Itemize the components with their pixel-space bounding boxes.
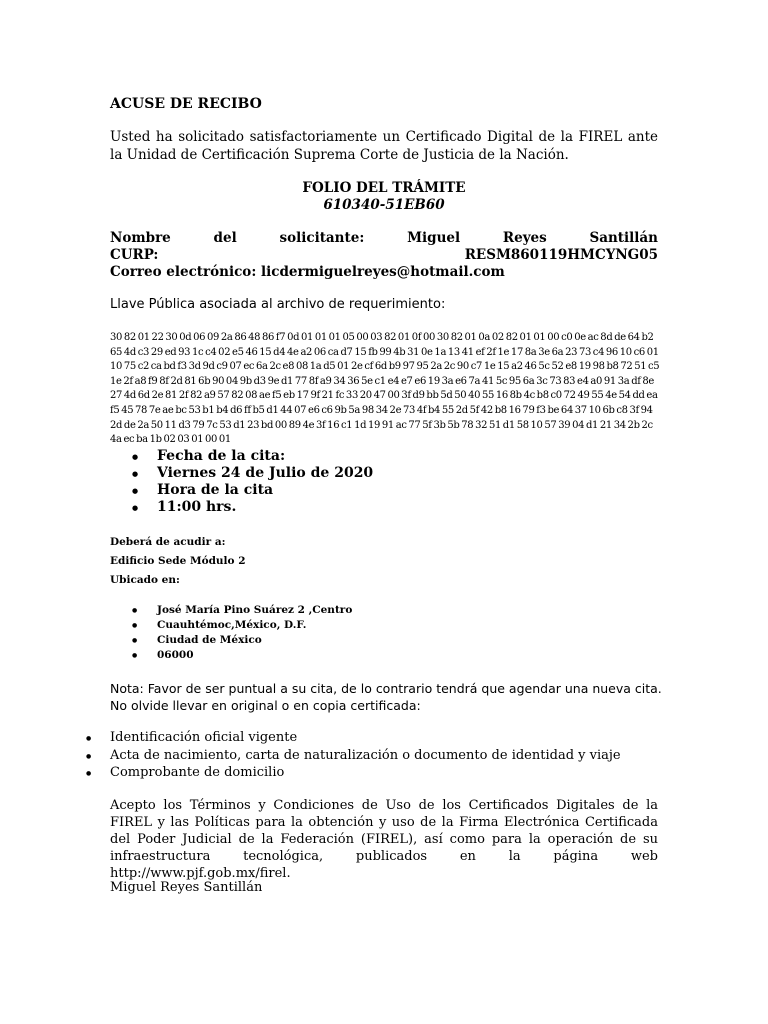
note-line: Nota: Favor de ser puntual a su cita, de lo contrario tendrá que agendar una nueva cita. [110,681,662,696]
curp-row [110,247,658,264]
terms-paragraph: Acepto los Términos y Condiciones de Uso de los Certificados Digitales de la FIREL y las Políticas para la obtención y uso de la Firma Electrónica Certificada del Poder Judicial de la Federación (FIREL), así como para la operación de su infraestructura tecnológica, publicados en la página web http://www.pjf.gob.mx/firel. [110,798,658,881]
list-item: ● Comprobante de domicilio [86,764,621,782]
email-label: Correo electrónico: [110,264,257,280]
list-item: ● Acta de nacimiento, carta de naturalización o documento de identidad y viaje [86,747,621,765]
list-item: ● Ciudad de México [132,633,352,648]
applicant-name-row [110,230,658,247]
acudir-label: Deberá de acudir a: [110,536,226,548]
name-word: Santillán [589,230,658,246]
appointment-list [132,448,373,516]
folio-block [110,180,658,214]
intro-paragraph: Usted ha solicitado satisfactoriamente un Certificado Digital de la FIREL ante la Unidad de Certificación Suprema Corte de Justicia de la Nación. [110,129,658,163]
name-word: Miguel [407,230,461,246]
list-item: ● 11:00 hrs. [132,499,373,516]
folio-number: 610340-51EB60 [323,197,445,213]
list-item: ● Hora de la cita [132,482,373,499]
public-key-hex: 30 82 01 22 30 0d 06 09 2a 86 48 86 f7 0d 01 01 01 05 00 03 82 01 0f 00 30 82 01 0a 02 82 01 01 00 c0 0e ac 8d de 64 b2 65 4d c3 29 ed 93 1c c4 02 e5 46 15 d4 4e a2 06 ca d7 15 fb 99 4b 31 0e 1a 13 41 ef 2f 1e 17 8a 3e 6a 23 73 c4 96 10 c6 01 10 75 c2 ca bd f3 3d 9d c9 07 ec 6a 2c e8 08 1a d5 01 2e cf 6d b9 97 95 2a 2c 90 c7 1e 15 a2 46 5c 52 e8 19 98 b8 72 51 c5 1e 2f a8 f9 8f 2d 81 6b 90 04 9b d3 9e d1 77 8f a9 34 36 5e c1 e4 e7 e6 19 3a e6 7a 41 5c 95 6a 3c 73 83 e4 a0 91 3a df 8e 27 4d 6d 2e 81 2f 82 a9 57 82 08 ae f5 eb 17 9f 21 fc 33 20 47 00 3f d9 bb 5d 50 40 55 16 8b 4c b8 c0 72 49 55 4e 54 dd ea f5 45 78 7e ae bc 53 b1 b4 d6 ff b5 d1 44 07 e6 c6 9b 5a 98 34 2e 73 4f b4 55 2d 5f 42 b8 16 79 f3 be 64 37 10 6b c8 3f 94 2d de 2a 50 11 d3 79 7c 53 d1 23 bd 00 89 4e 3f 16 c1 1d 19 91 ac 77 5f 3b 5b 78 32 51 d1 58 10 57 39 04 d1 21 34 2b 2c 4a ec ba 1b 02 03 01 00 01 [110,332,660,446]
public-key-label: Llave Pública asociada al archivo de requerimiento: [110,297,446,312]
ubicado-label: Ubicado en: [110,574,180,586]
document-title: ACUSE DE RECIBO [110,96,262,112]
list-item: ● Viernes 24 de Julio de 2020 [132,465,373,482]
list-item: ● José María Pino Suárez 2 ,Centro [132,603,352,618]
curp-value: RESM860119HMCYNG05 [464,247,658,263]
required-documents-list [86,729,621,782]
list-item: ● Identificación oficial vigente [86,729,621,747]
name-word: del [213,230,237,246]
note-block [110,680,662,714]
list-item: ● 06000 [132,648,352,663]
folio-label: FOLIO DEL TRÁMITE [302,180,466,196]
list-item: ● Cuauhtémoc,México, D.F. [132,618,352,633]
building-name: Edificio Sede Módulo 2 [110,555,246,567]
name-word: Reyes [502,230,547,246]
location-block [110,533,246,590]
address-list [132,603,352,663]
email-row [110,264,658,281]
note-line: No olvide llevar en original o en copia certificada: [110,698,421,713]
signature-name: Miguel Reyes Santillán [110,880,263,895]
email-value: licdermiguelreyes@hotmail.com [261,264,505,280]
list-item: ● Fecha de la cita: [132,448,373,465]
name-word: Nombre [110,230,171,246]
curp-label: CURP: [110,247,159,263]
name-word: solicitante: [279,230,365,246]
